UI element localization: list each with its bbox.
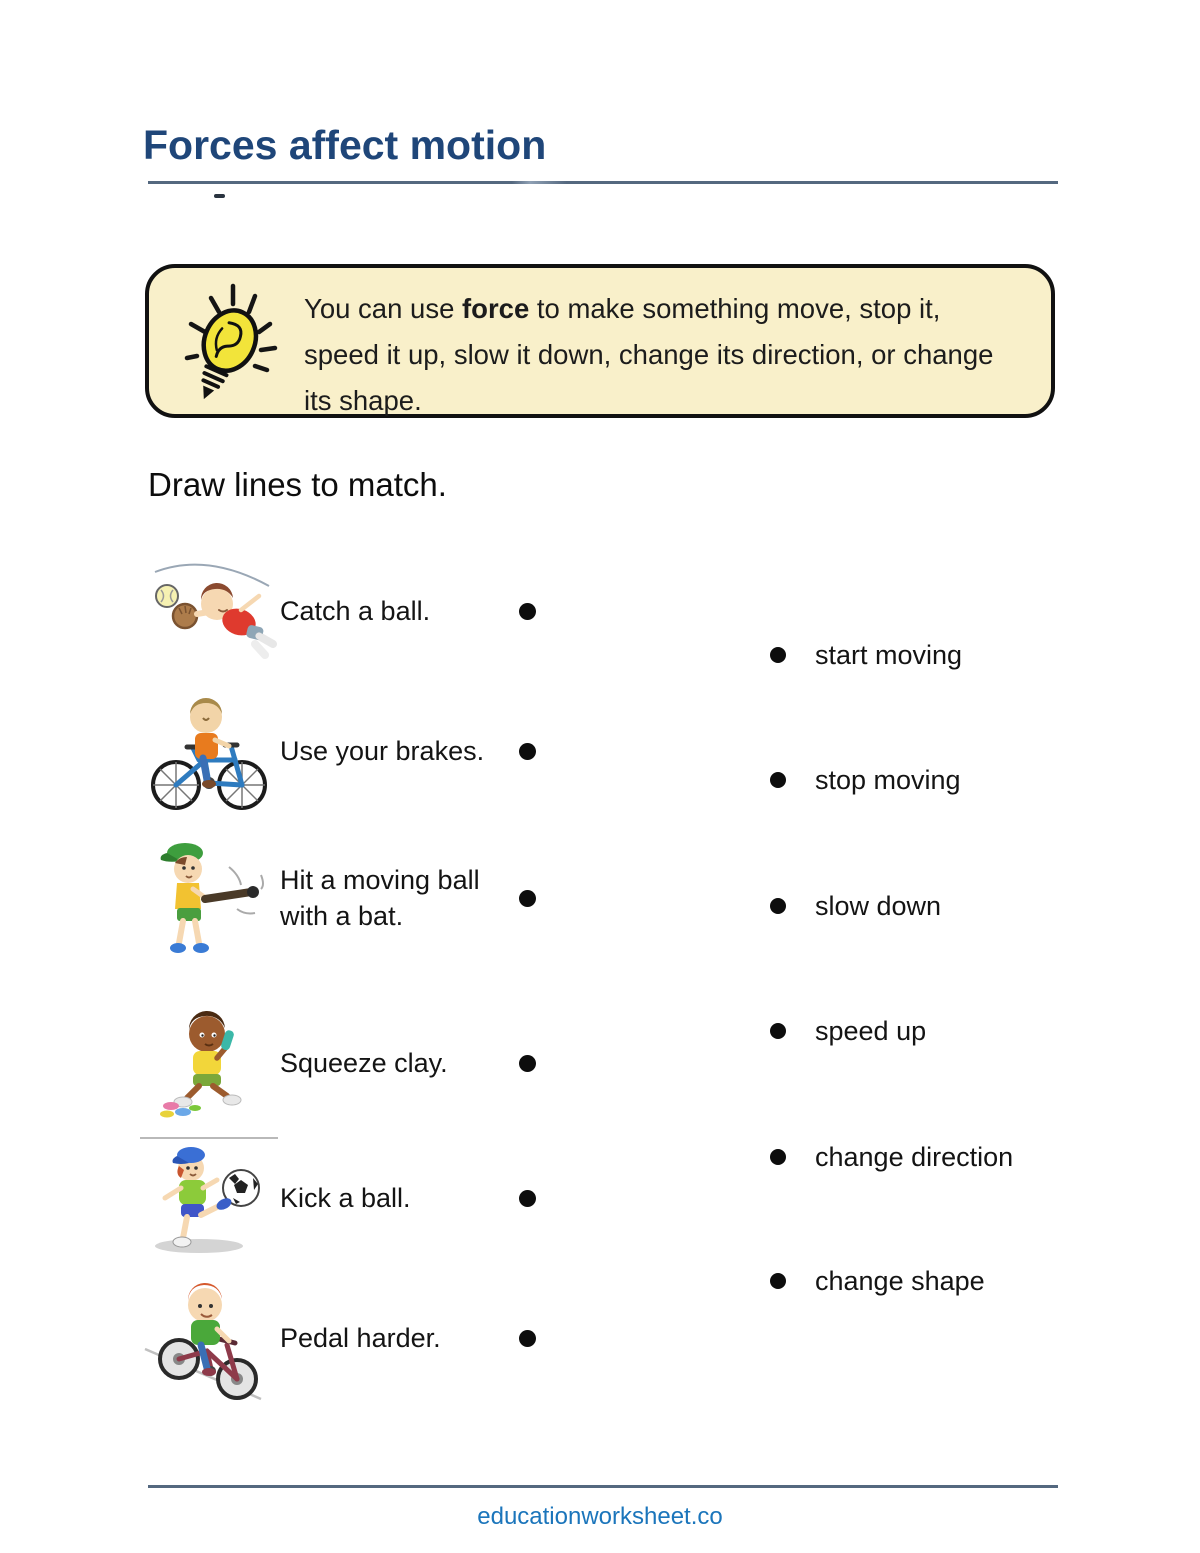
match-item-catch-ball bbox=[140, 548, 560, 674]
tip-text-bold: force bbox=[462, 293, 530, 324]
tip-text bbox=[304, 286, 1019, 424]
child-riding-bicycle-image bbox=[140, 690, 278, 812]
match-dot-left-catch-ball[interactable] bbox=[519, 603, 536, 620]
option-label-change-shape: change shape bbox=[815, 1265, 985, 1296]
match-dot-left-kick-ball[interactable] bbox=[519, 1190, 536, 1207]
match-item-pedal-harder bbox=[140, 1275, 560, 1401]
match-option-start-moving bbox=[770, 633, 962, 677]
stray-mark bbox=[214, 194, 225, 198]
child-catching-ball-image bbox=[140, 550, 278, 672]
option-label-stop-moving: stop moving bbox=[815, 764, 961, 795]
option-label-speed-up: speed up bbox=[815, 1015, 927, 1046]
item-label-pedal-harder: Pedal harder. bbox=[280, 1323, 441, 1353]
instruction-heading: Draw lines to match. bbox=[148, 466, 447, 503]
match-option-stop-moving bbox=[770, 758, 961, 802]
match-option-change-direction bbox=[770, 1135, 1013, 1179]
match-dot-right-change-shape[interactable] bbox=[770, 1273, 786, 1289]
item-label-use-brakes: Use your brakes. bbox=[280, 736, 485, 766]
item-label-catch-ball: Catch a ball. bbox=[280, 596, 431, 626]
match-dot-right-start-moving[interactable] bbox=[770, 647, 786, 663]
match-item-hit-ball bbox=[140, 835, 560, 961]
match-dot-right-change-direction[interactable] bbox=[770, 1149, 786, 1165]
match-item-squeeze-clay bbox=[140, 1000, 560, 1126]
match-dot-right-stop-moving[interactable] bbox=[770, 772, 786, 788]
title-divider bbox=[148, 181, 1058, 184]
match-option-change-shape bbox=[770, 1259, 985, 1303]
tip-box bbox=[145, 264, 1055, 418]
option-label-start-moving: start moving bbox=[815, 639, 963, 670]
footer-divider bbox=[148, 1485, 1058, 1488]
match-dot-right-slow-down[interactable] bbox=[770, 898, 786, 914]
match-dot-left-hit-ball[interactable] bbox=[519, 890, 536, 907]
item-label-kick-ball: Kick a ball. bbox=[280, 1183, 411, 1213]
match-dot-left-pedal-harder[interactable] bbox=[519, 1330, 536, 1347]
footer-link[interactable]: educationworksheet.co bbox=[477, 1503, 723, 1530]
tip-text-after: to make something move, stop it, speed it up, slow it down, change its direction, or change its shape. bbox=[304, 293, 994, 416]
option-label-change-direction: change direction bbox=[815, 1141, 1014, 1172]
child-squeezing-clay-image bbox=[140, 1002, 278, 1124]
child-kicking-soccer-ball-image bbox=[140, 1137, 278, 1259]
option-label-slow-down: slow down bbox=[815, 890, 942, 921]
item-label-squeeze-clay: Squeeze clay. bbox=[280, 1048, 448, 1078]
page-title: Forces affect motion bbox=[143, 122, 547, 168]
item-label-hit-ball: Hit a moving ball with a bat. bbox=[280, 865, 480, 931]
match-item-kick-ball bbox=[140, 1135, 560, 1261]
match-option-speed-up bbox=[770, 1009, 926, 1053]
match-option-slow-down bbox=[770, 884, 941, 928]
lightbulb-icon bbox=[167, 272, 297, 412]
child-pedaling-bike-downhill-image bbox=[140, 1277, 278, 1399]
child-swinging-bat-image bbox=[140, 837, 278, 959]
tip-text-before: You can use bbox=[304, 293, 463, 324]
match-dot-left-squeeze-clay[interactable] bbox=[519, 1055, 536, 1072]
match-item-use-brakes bbox=[140, 688, 560, 814]
match-dot-right-speed-up[interactable] bbox=[770, 1023, 786, 1039]
match-dot-left-use-brakes[interactable] bbox=[519, 743, 536, 760]
